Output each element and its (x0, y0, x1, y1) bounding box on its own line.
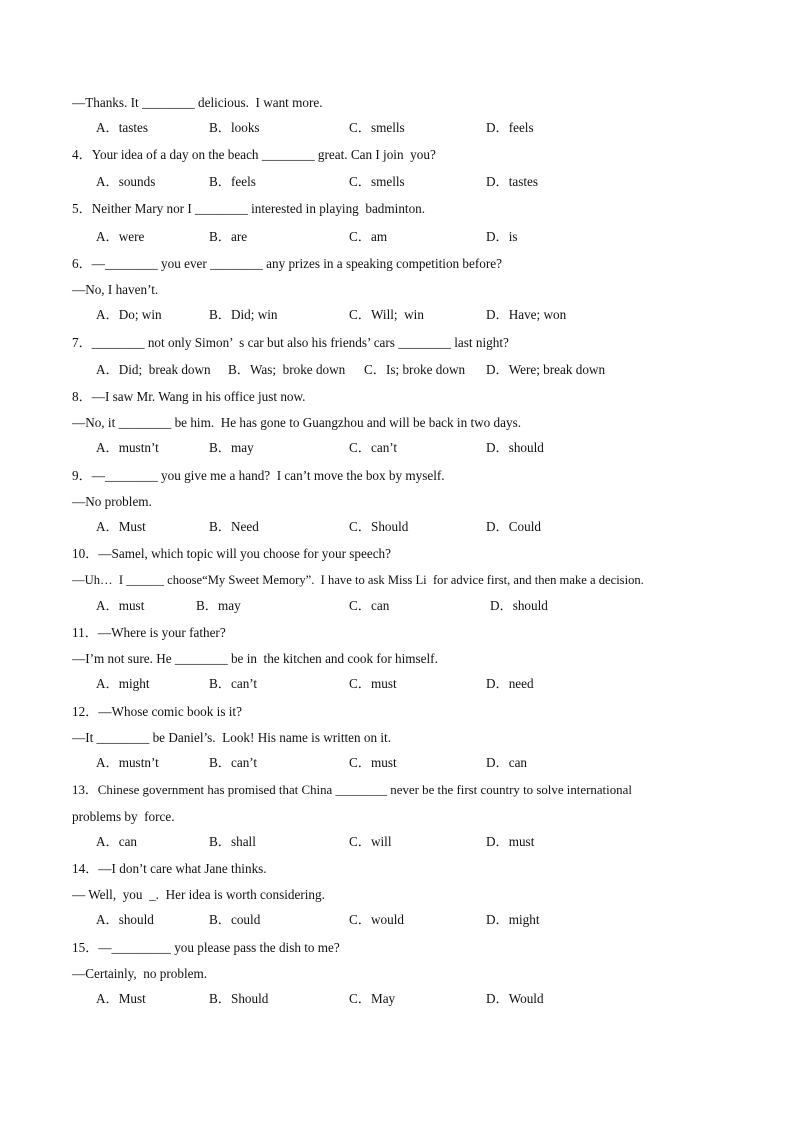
option-a: A．should (96, 912, 154, 927)
question-line: —No, I haven’t. (72, 282, 159, 297)
answer-options (96, 519, 756, 535)
question-line: 10．—Samel, which topic will you choose for your speech? (72, 546, 391, 561)
question-line: 12．—Whose comic book is it? (72, 704, 242, 719)
option-b: B．Did; win (209, 307, 278, 322)
question-line: —No problem. (72, 494, 152, 509)
option-d: D．Could (486, 519, 541, 534)
option-c: C．Will; win (349, 307, 424, 322)
question-line: —Certainly, no problem. (72, 966, 208, 981)
answer-options (96, 174, 756, 190)
option-a: A．Did; break down (96, 362, 211, 377)
answer-options (96, 834, 756, 850)
question-line: —Uh… I ______ choose“My Sweet Memory”. I have to ask Miss Li for advice first, and then make a decision. (72, 573, 644, 587)
question-line: 8．—I saw Mr. Wang in his office just now. (72, 389, 306, 404)
answer-options (96, 991, 756, 1007)
question-line: 15．—_________ you please pass the dish to me? (72, 940, 340, 955)
question-line: 6．—________ you ever ________ any prizes in a speaking competition before? (72, 256, 502, 271)
answer-options (96, 120, 756, 136)
option-b: B．may (196, 598, 241, 613)
option-b: B．may (209, 440, 254, 455)
option-c: C．can’t (349, 440, 398, 455)
option-c: C．May (349, 991, 396, 1006)
question-line: —No, it ________ be him. He has gone to Guangzhou and will be back in two days. (72, 415, 522, 430)
option-d: D．Would (486, 991, 544, 1006)
option-a: A．Must (96, 519, 146, 534)
option-d: D．can (486, 755, 528, 770)
option-a: A．sounds (96, 174, 156, 189)
option-b: B．are (209, 229, 248, 244)
option-b: B．Need (209, 519, 259, 534)
option-b: B．Should (209, 991, 269, 1006)
option-a: A．tastes (96, 120, 149, 135)
option-b: B．Was; broke down (228, 362, 346, 377)
option-d: D．tastes (486, 174, 539, 189)
answer-options (96, 676, 756, 692)
question-line: 5．Neither Mary nor I ________ interested in playing badminton. (72, 201, 426, 216)
option-a: A．were (96, 229, 145, 244)
answer-options (96, 307, 756, 323)
option-b: B．shall (209, 834, 256, 849)
option-a: A．might (96, 676, 150, 691)
option-c: C．am (349, 229, 388, 244)
option-a: A．can (96, 834, 138, 849)
option-c: C．can (349, 598, 390, 613)
answer-options (96, 755, 756, 771)
option-d: D．Were; break down (486, 362, 606, 377)
option-a: A．Must (96, 991, 146, 1006)
question-line: 4．Your idea of a day on the beach ________ great. Can I join you? (72, 147, 436, 162)
question-line: 11．—Where is your father? (72, 625, 226, 640)
option-b: B．looks (209, 120, 260, 135)
answer-options (96, 912, 756, 928)
option-a: A．mustn’t (96, 755, 159, 770)
option-c: C．will (349, 834, 392, 849)
option-d: D．might (486, 912, 540, 927)
option-c: C．smells (349, 174, 405, 189)
answer-options (96, 440, 756, 456)
option-b: B．can’t (209, 755, 258, 770)
answer-options (96, 598, 756, 614)
option-a: A．mustn’t (96, 440, 159, 455)
option-c: C．smells (349, 120, 405, 135)
option-d: D．must (486, 834, 535, 849)
question-line: — Well, you _. Her idea is worth considering. (72, 887, 325, 902)
option-c: C．would (349, 912, 404, 927)
option-c: C．must (349, 676, 397, 691)
option-b: B．feels (209, 174, 256, 189)
option-c: C．must (349, 755, 397, 770)
question-line: 13．Chinese government has promised that China ________ never be the first country to solve international (72, 783, 632, 797)
option-a: A．Do; win (96, 307, 162, 322)
option-d: D．Have; won (486, 307, 567, 322)
question-line: problems by force. (72, 809, 175, 824)
question-line: —Thanks. It ________ delicious. I want more. (72, 95, 323, 110)
option-a: A．must (96, 598, 145, 613)
option-d: D．should (490, 598, 548, 613)
option-b: B．could (209, 912, 261, 927)
option-b: B．can’t (209, 676, 258, 691)
question-line: —I’m not sure. He ________ be in the kitchen and cook for himself. (72, 651, 438, 666)
option-d: D．feels (486, 120, 534, 135)
option-d: D．is (486, 229, 518, 244)
answer-options (96, 229, 756, 245)
question-line: —It ________ be Daniel’s. Look! His name is written on it. (72, 730, 392, 745)
question-line: 9．—________ you give me a hand? I can’t move the box by myself. (72, 468, 445, 483)
option-d: D．need (486, 676, 534, 691)
answer-options (96, 362, 756, 378)
question-line: 14．—I don’t care what Jane thinks. (72, 861, 267, 876)
option-c: C．Is; broke down (364, 362, 466, 377)
option-d: D．should (486, 440, 544, 455)
question-line: 7．________ not only Simon’ s car but also his friends’ cars ________ last night? (72, 335, 509, 350)
option-c: C．Should (349, 519, 409, 534)
